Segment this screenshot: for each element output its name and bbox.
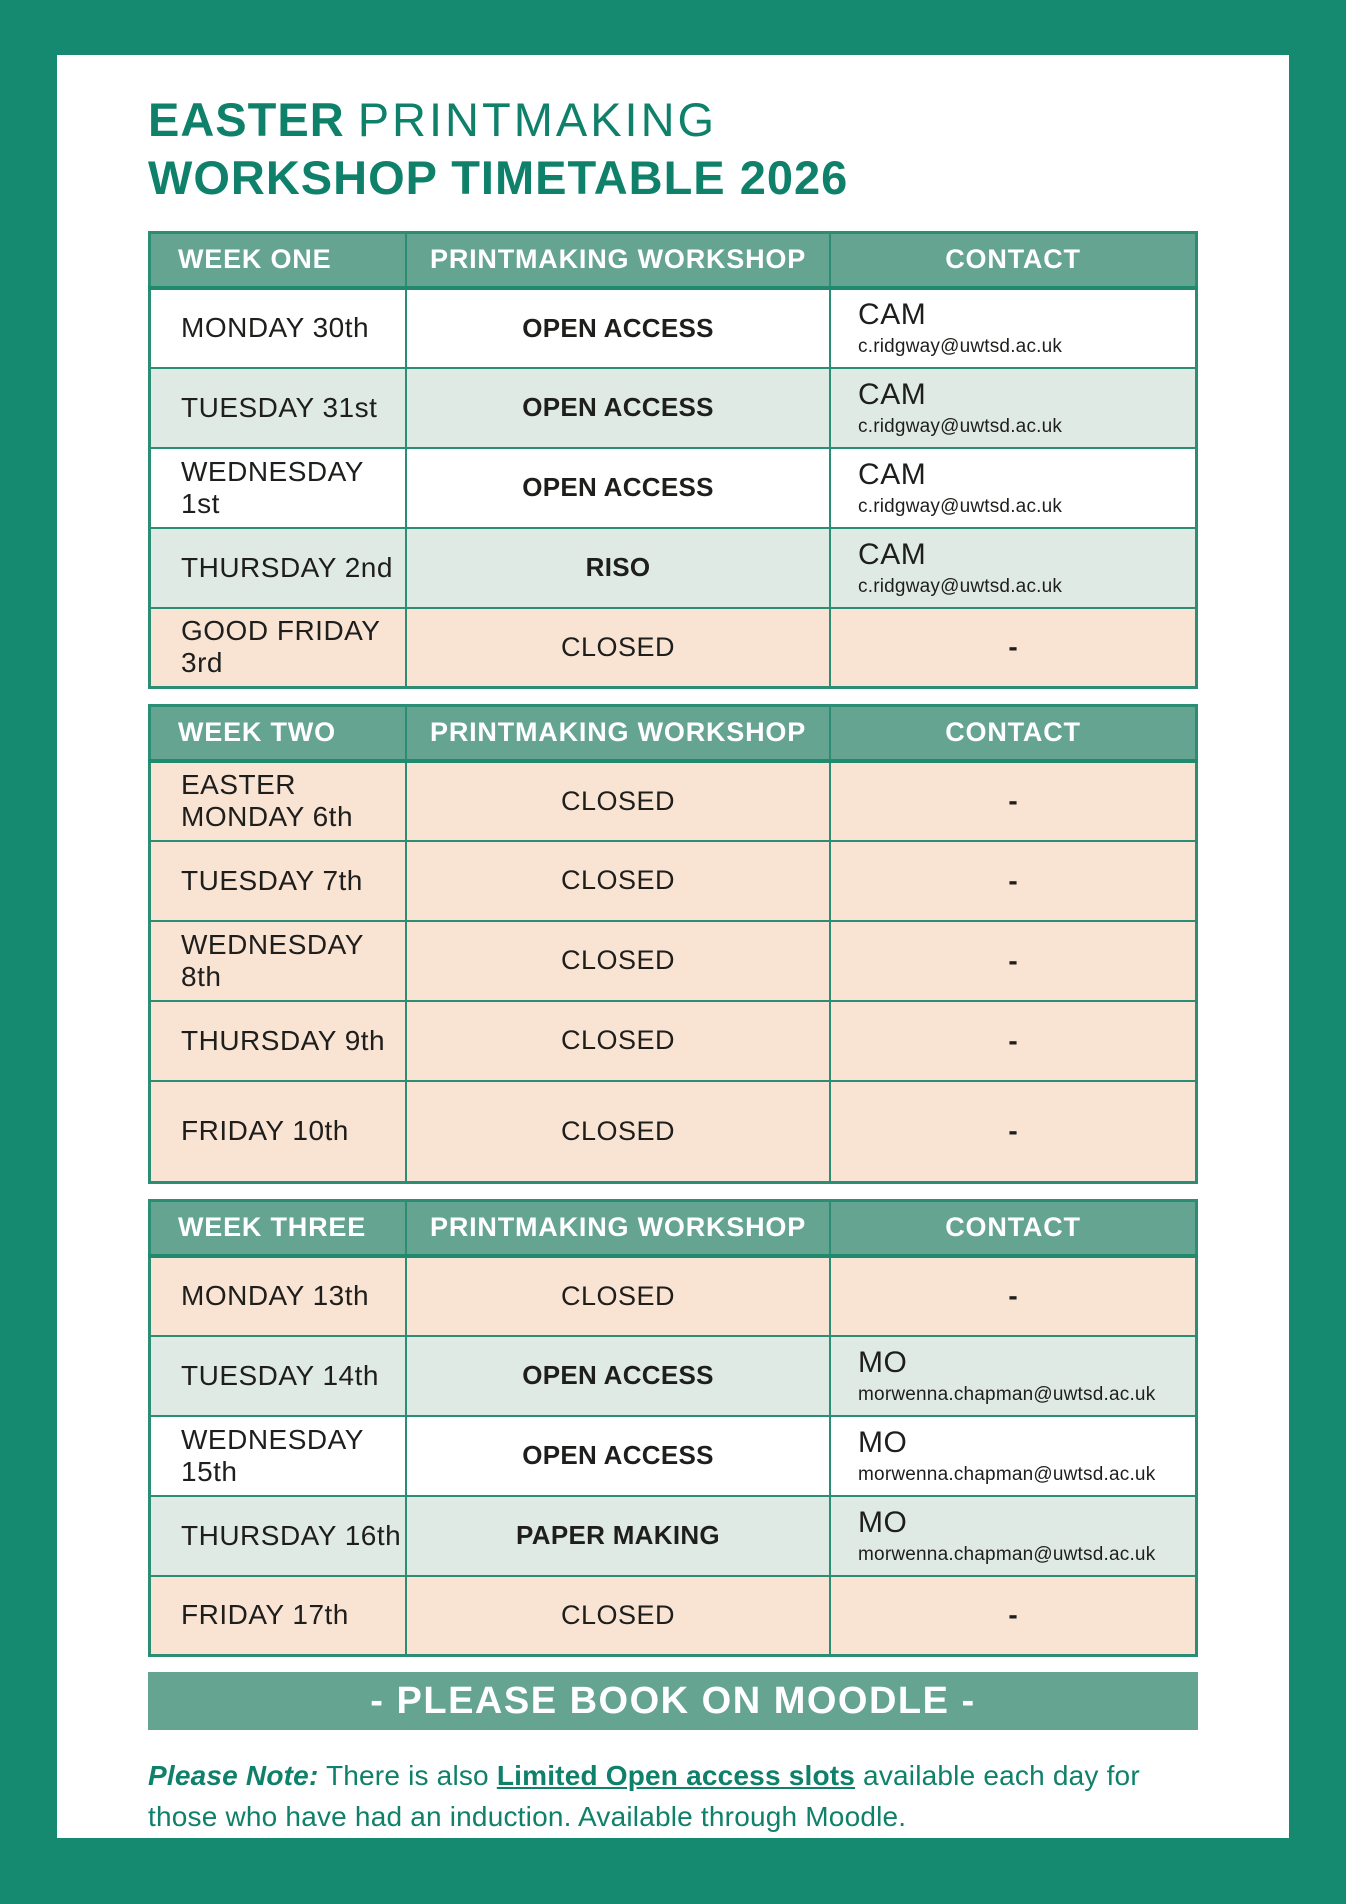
day-cell: WEDNESDAY 1st <box>150 448 407 528</box>
timetables-container <box>148 231 1198 1657</box>
workshop-column-header: PRINTMAKING WORKSHOP <box>406 233 830 288</box>
workshop-cell: CLOSED <box>406 921 830 1001</box>
day-cell: EASTER MONDAY 6th <box>150 761 407 841</box>
contact-cell-empty: - <box>830 1256 1196 1336</box>
table-row <box>150 1081 1197 1183</box>
workshop-cell: OPEN ACCESS <box>406 1336 830 1416</box>
poster-content <box>148 55 1198 1837</box>
contact-email: morwenna.chapman@uwtsd.ac.uk <box>858 1543 1156 1565</box>
table-row <box>150 368 1197 448</box>
note-after-link: available each day for those who have had an induction. Available through Moodle. <box>148 1760 1140 1832</box>
timetable-week-three <box>148 1199 1198 1657</box>
table-row <box>150 841 1197 921</box>
workshop-column-header: PRINTMAKING WORKSHOP <box>406 706 830 761</box>
day-cell: THURSDAY 9th <box>150 1001 407 1081</box>
contact-cell-empty: - <box>830 921 1196 1001</box>
contact-email: c.ridgway@uwtsd.ac.uk <box>858 495 1063 517</box>
page-title <box>148 93 1198 205</box>
poster-page <box>57 55 1289 1838</box>
note-label: Please Note: <box>148 1760 319 1792</box>
contact-cell <box>830 528 1196 608</box>
title-easter: EASTER <box>148 93 345 146</box>
week-label-header: WEEK THREE <box>150 1201 407 1256</box>
table-row <box>150 1336 1197 1416</box>
day-cell: THURSDAY 2nd <box>150 528 407 608</box>
contact-name: CAM <box>858 298 927 332</box>
limited-open-access-link[interactable]: Limited Open access slots <box>496 1760 856 1792</box>
contact-column-header: CONTACT <box>830 233 1196 288</box>
table-row <box>150 448 1197 528</box>
book-on-moodle-banner: - PLEASE BOOK ON MOODLE - <box>148 1672 1198 1730</box>
day-cell: WEDNESDAY 15th <box>150 1416 407 1496</box>
contact-cell <box>830 288 1196 368</box>
note-before-link: There is also <box>318 1760 497 1792</box>
title-printmaking: PRINTMAKING <box>357 93 718 146</box>
day-cell: MONDAY 30th <box>150 288 407 368</box>
contact-cell <box>830 368 1196 448</box>
contact-name: MO <box>858 1425 908 1459</box>
workshop-cell: CLOSED <box>406 1081 830 1183</box>
day-cell: FRIDAY 17th <box>150 1576 407 1656</box>
day-cell: GOOD FRIDAY 3rd <box>150 608 407 688</box>
day-cell: THURSDAY 16th <box>150 1496 407 1576</box>
week-label-header: WEEK TWO <box>150 706 407 761</box>
workshop-cell: CLOSED <box>406 1576 830 1656</box>
day-cell: FRIDAY 10th <box>150 1081 407 1183</box>
table-row <box>150 1256 1197 1336</box>
table-row <box>150 1496 1197 1576</box>
contact-name: MO <box>858 1505 908 1539</box>
table-row <box>150 288 1197 368</box>
contact-name: CAM <box>858 537 927 571</box>
table-row <box>150 608 1197 688</box>
contact-email: c.ridgway@uwtsd.ac.uk <box>858 336 1063 358</box>
contact-name: CAM <box>858 457 927 491</box>
day-cell: WEDNESDAY 8th <box>150 921 407 1001</box>
table-row <box>150 921 1197 1001</box>
day-cell: TUESDAY 7th <box>150 841 407 921</box>
workshop-cell: CLOSED <box>406 1001 830 1081</box>
workshop-column-header: PRINTMAKING WORKSHOP <box>406 1201 830 1256</box>
table-row <box>150 1416 1197 1496</box>
contact-cell-empty: - <box>830 761 1196 841</box>
contact-cell <box>830 1336 1196 1416</box>
contact-cell-empty: - <box>830 1576 1196 1656</box>
contact-cell <box>830 1496 1196 1576</box>
contact-name: CAM <box>858 377 927 411</box>
contact-column-header: CONTACT <box>830 706 1196 761</box>
contact-email: morwenna.chapman@uwtsd.ac.uk <box>858 1463 1156 1485</box>
workshop-cell: RISO <box>406 528 830 608</box>
workshop-cell: CLOSED <box>406 761 830 841</box>
week-label-header: WEEK ONE <box>150 233 407 288</box>
day-cell: MONDAY 13th <box>150 1256 407 1336</box>
table-row <box>150 1001 1197 1081</box>
timetable-week-one <box>148 231 1198 689</box>
day-cell: TUESDAY 31st <box>150 368 407 448</box>
workshop-cell: OPEN ACCESS <box>406 368 830 448</box>
contact-cell-empty: - <box>830 841 1196 921</box>
contact-cell-empty: - <box>830 608 1196 688</box>
header-row <box>150 1201 1197 1256</box>
contact-name: MO <box>858 1345 908 1379</box>
contact-cell-empty: - <box>830 1001 1196 1081</box>
workshop-cell: OPEN ACCESS <box>406 448 830 528</box>
table-row <box>150 528 1197 608</box>
workshop-cell: OPEN ACCESS <box>406 1416 830 1496</box>
workshop-cell: CLOSED <box>406 608 830 688</box>
table-row <box>150 761 1197 841</box>
workshop-cell: OPEN ACCESS <box>406 288 830 368</box>
workshop-cell: PAPER MAKING <box>406 1496 830 1576</box>
contact-column-header: CONTACT <box>830 1201 1196 1256</box>
day-cell: TUESDAY 14th <box>150 1336 407 1416</box>
contact-email: c.ridgway@uwtsd.ac.uk <box>858 575 1063 597</box>
contact-email: morwenna.chapman@uwtsd.ac.uk <box>858 1383 1156 1405</box>
title-line-2: WORKSHOP TIMETABLE 2026 <box>148 150 849 204</box>
contact-cell <box>830 1416 1196 1496</box>
contact-email: c.ridgway@uwtsd.ac.uk <box>858 415 1063 437</box>
timetable-week-two <box>148 704 1198 1184</box>
table-row <box>150 1576 1197 1656</box>
contact-cell <box>830 448 1196 528</box>
header-row <box>150 706 1197 761</box>
please-note-text <box>148 1756 1198 1837</box>
title-line-1 <box>148 93 1198 148</box>
workshop-cell: CLOSED <box>406 841 830 921</box>
contact-cell-empty: - <box>830 1081 1196 1183</box>
header-row <box>150 233 1197 288</box>
workshop-cell: CLOSED <box>406 1256 830 1336</box>
